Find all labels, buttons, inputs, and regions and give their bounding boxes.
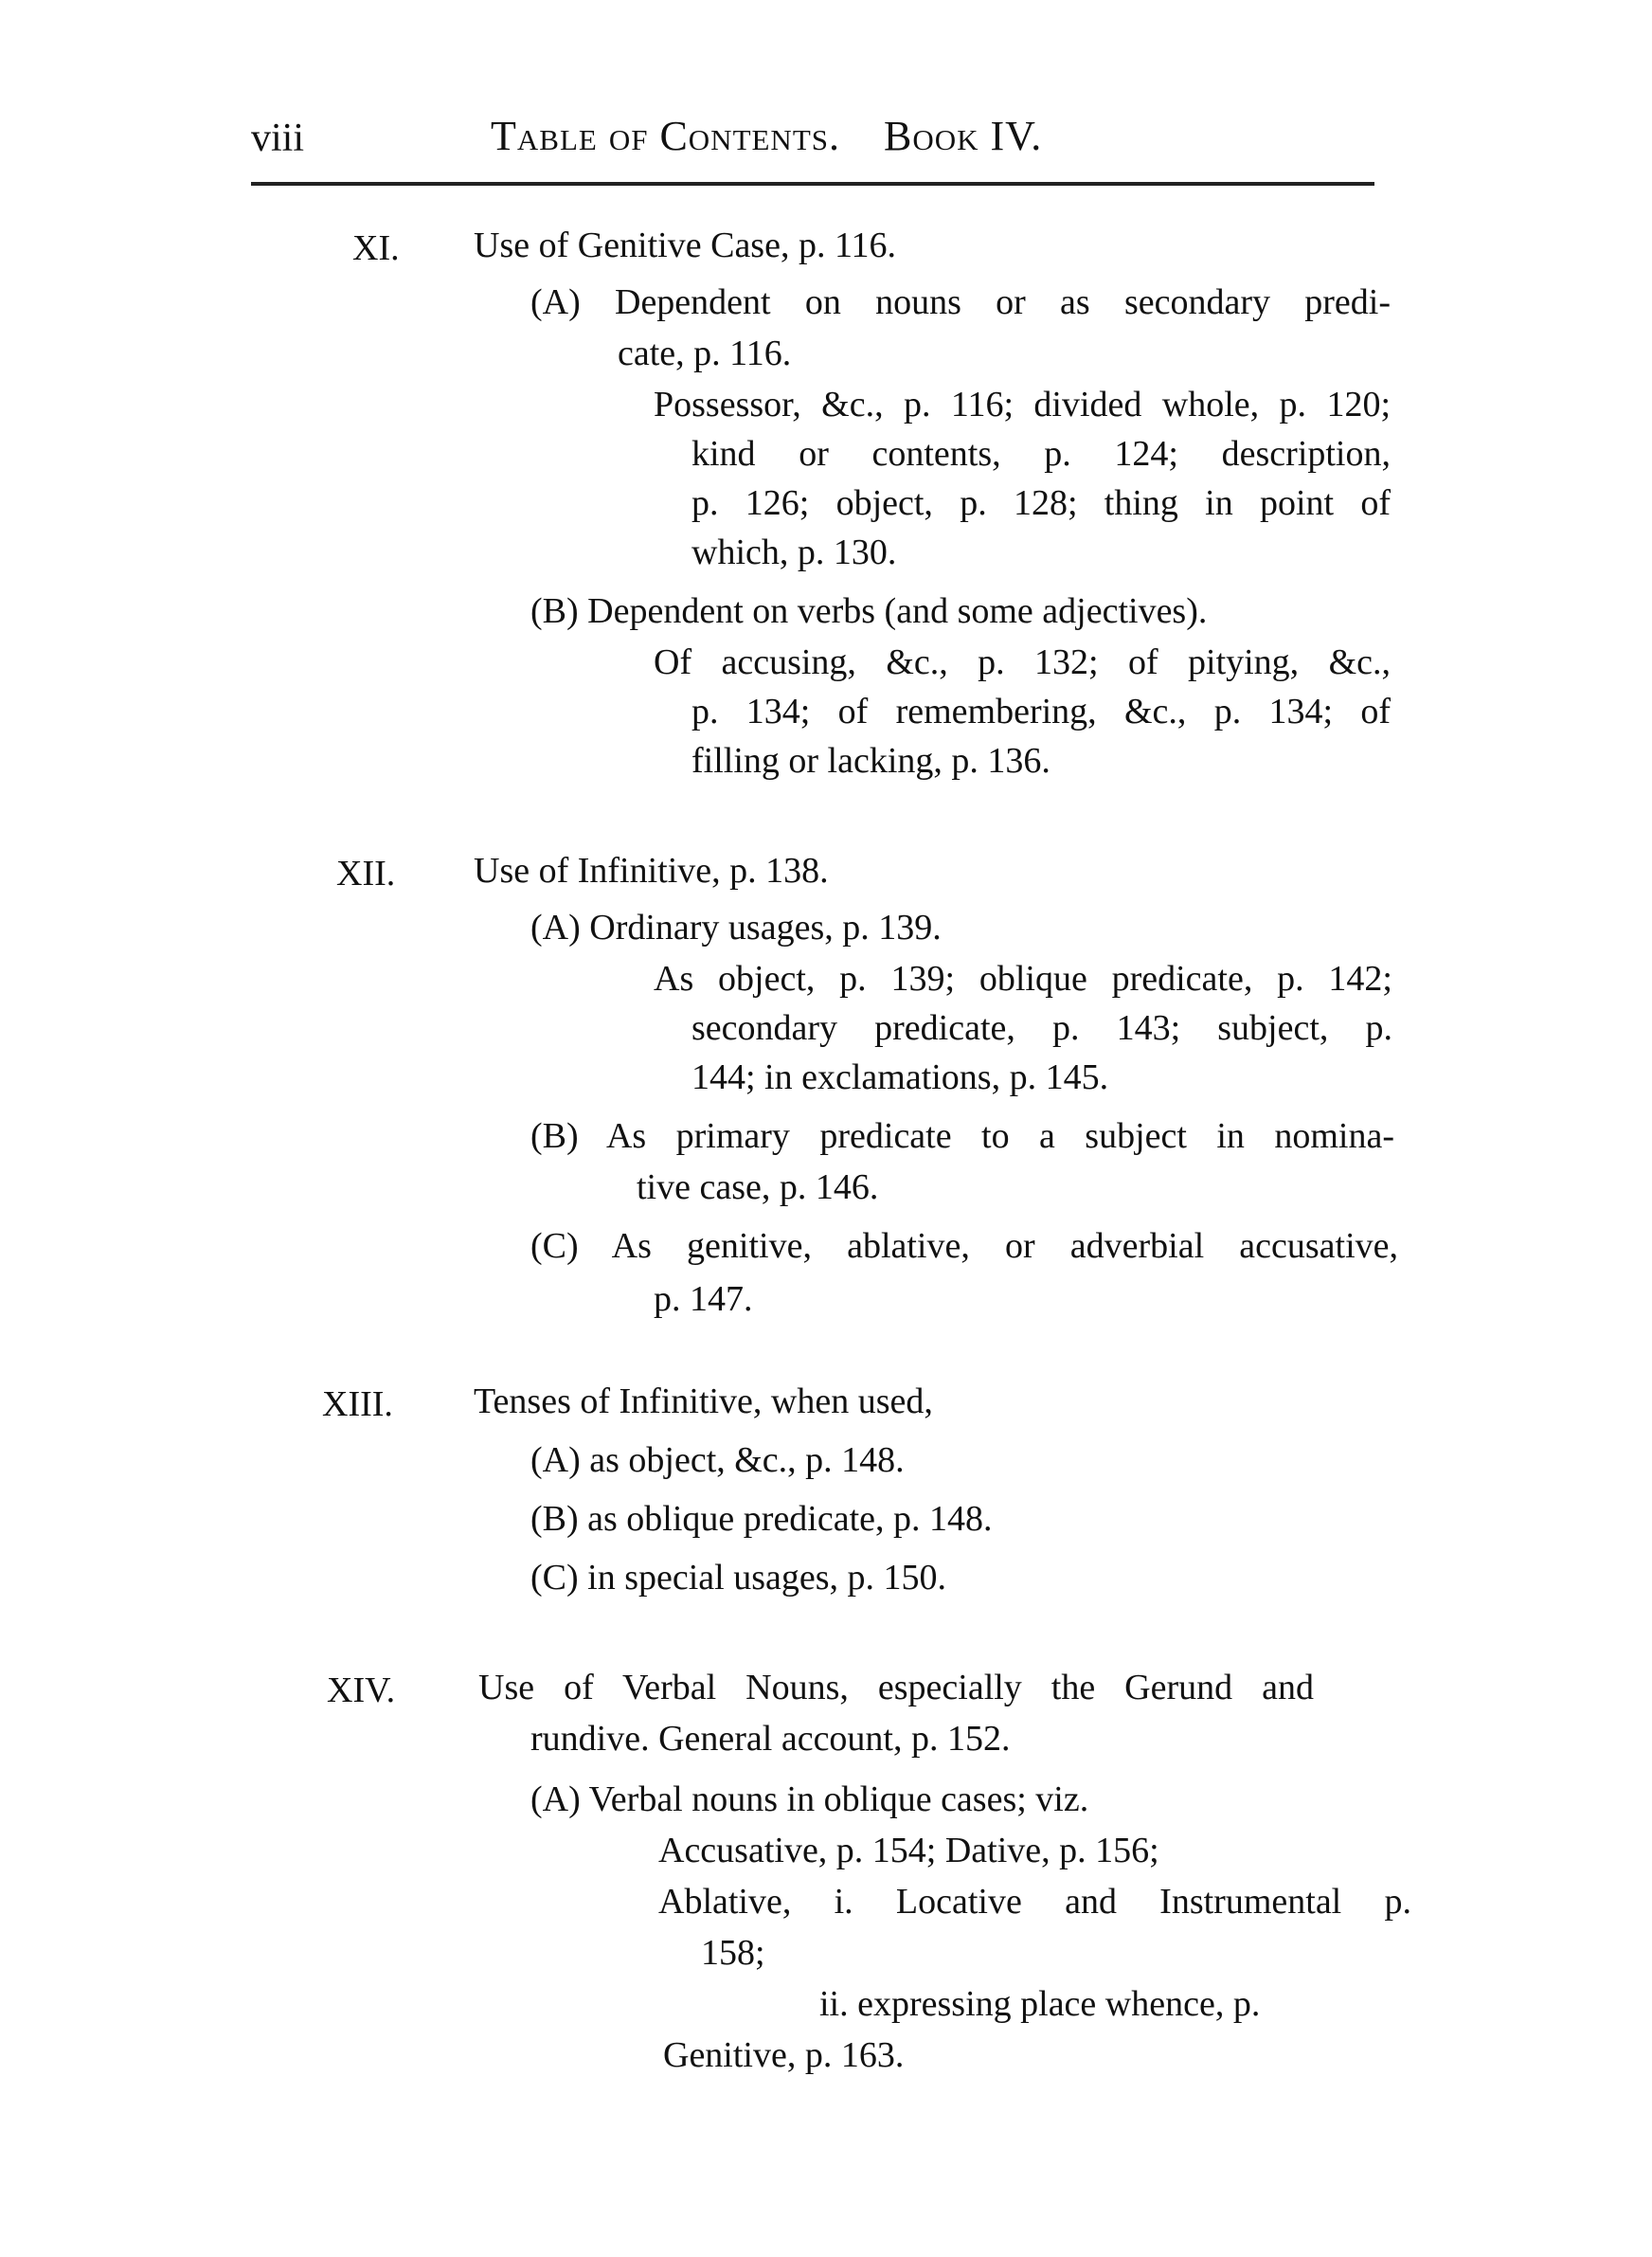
running-head-book: Book IV.	[884, 113, 1043, 159]
toc-line: filling or lacking, p. 136.	[691, 741, 1050, 781]
toc-line: Ablative, i. Locative and Instrumental p.	[658, 1882, 1411, 1922]
section-heading: Use of Genitive Case, p. 116.	[474, 226, 897, 265]
toc-line: rundive. General account, p. 152.	[530, 1719, 1011, 1759]
header-rule	[251, 182, 1374, 186]
section-heading: Use of Infinitive, p. 138.	[474, 851, 829, 891]
toc-line: (A) Verbal nouns in oblique cases; viz.	[530, 1779, 1089, 1819]
toc-line: Of accusing, &c., p. 132; of pitying, &c.,	[654, 642, 1391, 682]
running-head	[491, 112, 1042, 160]
toc-line: Accusative, p. 154; Dative, p. 156;	[658, 1831, 1159, 1870]
running-head-title: Table of Contents.	[491, 113, 840, 159]
toc-line: cate, p. 116.	[618, 334, 792, 373]
page-number: viii	[251, 117, 305, 160]
toc-line: Possessor, &c., p. 116; divided whole, p. 120;	[654, 385, 1391, 424]
toc-line: which, p. 130.	[691, 533, 897, 572]
section-numeral: XI.	[352, 228, 400, 268]
toc-line: kind or contents, p. 124; description,	[691, 434, 1391, 474]
toc-line: (B) Dependent on verbs (and some adjectives).	[530, 591, 1208, 631]
toc-line: (A) as object, &c., p. 148.	[530, 1440, 905, 1480]
toc-line: (C) in special usages, p. 150.	[530, 1558, 947, 1598]
toc-line: (B) as oblique predicate, p. 148.	[530, 1499, 993, 1539]
toc-line: p. 147.	[654, 1279, 753, 1319]
toc-line: (C) As genitive, ablative, or adverbial accusative,	[530, 1226, 1398, 1266]
toc-line: Genitive, p. 163.	[663, 2035, 905, 2075]
toc-line: p. 134; of remembering, &c., p. 134; of	[691, 692, 1391, 731]
toc-line: ii. expressing place whence, p.	[819, 1984, 1261, 2024]
toc-line: tive case, p. 146.	[637, 1167, 879, 1207]
toc-line: p. 126; object, p. 128; thing in point of	[691, 483, 1391, 523]
section-numeral: XIV.	[327, 1670, 396, 1710]
toc-line: (A) Ordinary usages, p. 139.	[530, 908, 942, 948]
toc-line: (A) Dependent on nouns or as secondary predi-	[530, 282, 1391, 322]
toc-line: 144; in exclamations, p. 145.	[691, 1057, 1109, 1097]
section-numeral: XII.	[336, 854, 396, 894]
toc-line: As object, p. 139; oblique predicate, p. 142;	[654, 959, 1392, 999]
toc-line: secondary predicate, p. 143; subject, p.	[691, 1008, 1392, 1048]
section-numeral: XIII.	[322, 1384, 393, 1424]
toc-line: 158;	[701, 1933, 765, 1973]
toc-line: (B) As primary predicate to a subject in nomina-	[530, 1116, 1394, 1156]
section-heading: Tenses of Infinitive, when used,	[474, 1381, 933, 1421]
section-heading: Use of Verbal Nouns, especially the Gerund and	[478, 1668, 1314, 1707]
